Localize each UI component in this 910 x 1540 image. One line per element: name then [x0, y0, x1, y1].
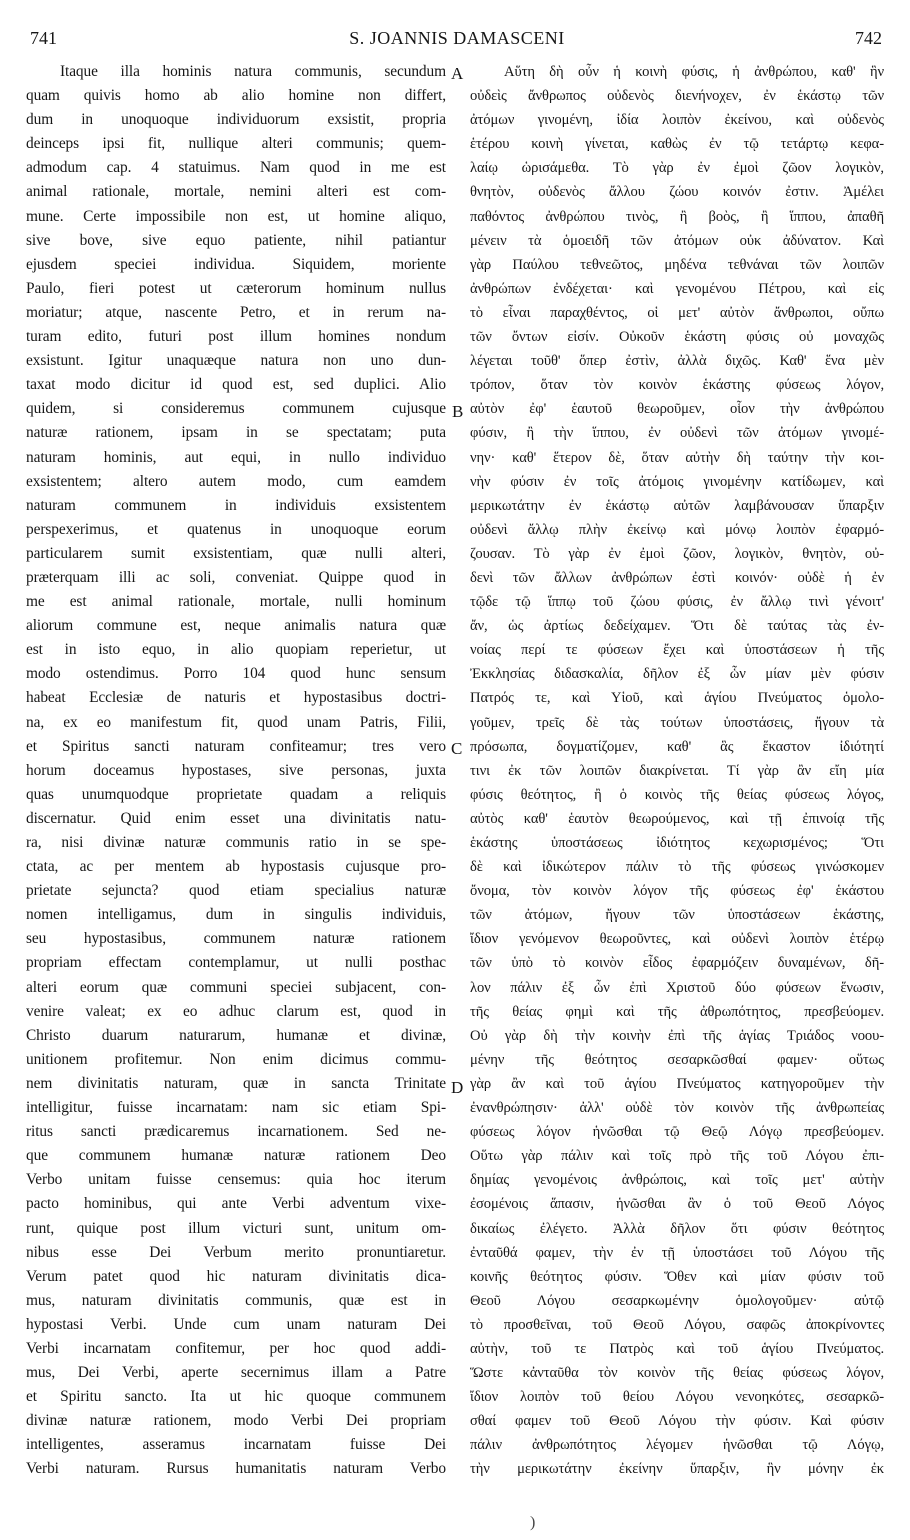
- latin-text-line: nem divinitatis naturam, quæ in sancta Trinitate: [26, 1074, 446, 1092]
- latin-text-line: exsistentem; altero autem modo, cum eamdem: [26, 472, 446, 490]
- greek-text-line: ζουσαν. Τὸ γὰρ ἐν ἐμοὶ ζῶον, λογικὸν, θνητὸν, οὐ-: [470, 545, 884, 562]
- latin-text-line: sive bove, sive equo patiente, nihil patiantur: [26, 231, 446, 249]
- greek-text-line: θνητὸν, οὐδενὸς ἄλλου ζώου κοινόν ἐστιν. Ἀμέλει: [470, 184, 884, 201]
- greek-text-line: ἐνανθρώπησιν· ἀλλ' οὐδὲ τὸν κοινὸν τῆς ἀνθρωπείας: [470, 1100, 884, 1117]
- greek-text-line: φύσις θεότητος, ἢ ὁ κοινὸς τῆς θείας φύσεως λόγος,: [470, 786, 884, 803]
- latin-text-line: na, ex eo manifestum fit, quod unam Patris, Filii,: [26, 713, 446, 731]
- bottom-mark: ): [530, 1514, 536, 1531]
- greek-text-line: αὐτὴν, τοῦ τε Πατρὸς καὶ τοῦ ἁγίου Πνεύματος.: [470, 1340, 884, 1357]
- latin-text-line: quidem, si consideremus communem cujusque: [26, 400, 446, 418]
- latin-text-line: discernatur. Quid enim esset una divinitatis natu-: [26, 809, 446, 827]
- latin-text-line: Christo duarum naturarum, humanæ et divinæ,: [26, 1026, 446, 1044]
- latin-text-line: ejusdem speciei individua. Siquidem, moriente: [26, 255, 446, 273]
- latin-text-line: intelligitur, fuisse incarnatam: nam sic etiam Spi-: [26, 1099, 446, 1117]
- latin-text-line: mus, naturam divinitatis communis, quæ est in: [26, 1291, 446, 1309]
- latin-text-line: me est animal rationale, mortale, nulli hominum: [26, 593, 446, 611]
- greek-text-line: γὰρ ἂν καὶ τοῦ ἁγίου Πνεύματος κατηγοροῦμεν τὴν: [470, 1075, 884, 1092]
- latin-text-line: hypostasi Verbi. Unde cum unam naturam Dei: [26, 1315, 446, 1333]
- latin-text-line: est in isto equo, in alio quopiam reperietur, ut: [26, 641, 446, 659]
- greek-text-line: τὸ προσθεῖναι, τοῦ Θεοῦ Λόγου, σαφῶς ἀποκρίνοντες: [470, 1316, 884, 1333]
- latin-text-line: et Spiritu sancto. Ita ut hic quoque communem: [26, 1388, 446, 1406]
- greek-text-line: ἐνταῦθά φαμεν, τὴν ἐν τῇ ὑποστάσει τοῦ Λόγου τῆς: [470, 1244, 884, 1261]
- latin-text-line: runt, quique post illum victuri sunt, unitum om-: [26, 1219, 446, 1237]
- greek-text-line: νοίας περί τε φύσεων ἔχει καὶ ὑποστάσεων ἡ τῆς: [470, 642, 884, 659]
- greek-text-line: ἀτόμων γινομένη, ἰδία λοιπὸν ἐκείνου, καὶ οὐδενὸς: [470, 112, 884, 129]
- greek-text-line: μένειν τὰ ὁμοειδῆ τῶν ἀτόμων οὐκ ἀδύνατον. Καὶ: [470, 232, 884, 249]
- latin-text-line: ra, nisi divinæ naturæ communis ratio in se spe-: [26, 834, 446, 851]
- latin-text-line: Itaque illa hominis natura communis, secundum: [60, 63, 446, 80]
- greek-text-line: τὸ εἶναι παραχθέντος, οἱ μετ' αὐτὸν ἄνθρωποι, οὔπω: [470, 304, 884, 321]
- section-marker-c: C: [451, 739, 463, 758]
- greek-text-line: κοινῆς θεότητος φύσιν. Ὅθεν καὶ μίαν φύσιν τοῦ: [470, 1268, 884, 1285]
- latin-text-line: turam edito, futuri post illum homines nondum: [26, 328, 446, 346]
- greek-text-line: ἄν, ὡς ἀρτίως δεδείχαμεν. Ὅτι δὲ ταύτας τὰς ἐν-: [470, 618, 884, 635]
- latin-text-line: admodum cap. 4 statuimus. Nam quod in me est: [26, 159, 446, 177]
- greek-text-line: ἑτέρου κοινὴ γίνεται, καθὼς ἐν τῷ τετάρτῳ κεφα-: [470, 136, 884, 153]
- latin-text-line: naturam hominis, aut equi, in nullo individuo: [26, 448, 446, 466]
- latin-text-line: modo ostendimus. Porro 104 quod hunc sensum: [26, 665, 446, 683]
- greek-text-line: οὐδεὶς ἄνθρωπος οὐδενὸς διενήνοχεν, ἐν ἑκάστῳ τῶν: [470, 88, 884, 105]
- latin-text-line: propriam effectam contemplamur, ut nulli posthac: [26, 954, 446, 972]
- latin-text-line: alteri eorum quæ communi speciei subjacent, con-: [26, 978, 446, 996]
- latin-column: [26, 60, 446, 1482]
- latin-text-line: particularem sumit exsistentiam, quæ nulli alteri,: [26, 544, 446, 562]
- latin-text-line: quam quivis homo ab alio homine non differt,: [26, 87, 446, 105]
- greek-text-line: αὐτὸς καθ' ἑαυτὸν θεωρούμενος, καὶ τῇ ἐπινοίᾳ τῆς: [470, 810, 884, 827]
- greek-text-line: τινι ἐκ τῶν λοιπῶν διακρίνεται. Τί γὰρ ἂν εἴη μία: [470, 762, 884, 779]
- greek-text-line: Πατρός τε, καὶ Υἱοῦ, καὶ ἁγίου Πνεύματος ὁμολο-: [470, 690, 884, 707]
- greek-text-line: γοῦμεν, τρεῖς δὲ τὰς τούτων ὑποστάσεις, ἤγουν τὰ: [470, 714, 884, 731]
- latin-text-line: ritus sancti prædicaremus incarnationem. Sed ne-: [26, 1123, 446, 1141]
- latin-text-line: Paulo, fieri potest ut cæterorum hominum nullus: [26, 279, 446, 297]
- greek-text-line: δὲ καὶ ἰδικώτερον πάλιν τὸ τῆς φύσεως γινώσκομεν: [470, 859, 884, 876]
- greek-text-line: Ὥστε κἀνταῦθα τὸν κοινὸν τῆς θείας φύσεως λόγον,: [470, 1365, 884, 1382]
- section-marker-b: B: [452, 402, 464, 421]
- greek-text-line: δημίας γενομένοις ἀνθρώποις, καὶ τοῖς μετ' αὐτὴν: [470, 1172, 884, 1189]
- latin-text-line: divinæ naturæ rationem, modo Verbi Dei propriam: [26, 1412, 446, 1430]
- latin-text-line: intelligentes, asseramus incarnatam fuisse Dei: [26, 1436, 446, 1454]
- section-marker-a: A: [451, 64, 464, 83]
- latin-text-line: seu hypostasibus, communem naturæ rationem: [26, 930, 446, 948]
- greek-text-line: ἑκάστης ὑποστάσεως ἰδιότητος κεχωρισμένος; Ὅτι: [470, 835, 884, 851]
- latin-text-line: taxat modo dicitur id quod est, sed duplici. Alio: [26, 376, 446, 394]
- right-page-number: 742: [855, 28, 882, 48]
- greek-text-line: ἐσομένοις ἅπασιν, ἡνῶσθαι ἂν ὁ τοῦ Θεοῦ Λόγος: [470, 1196, 884, 1213]
- greek-text-line: τῶν ὄντων εἰσίν. Οὐκοῦν ἑκάστη φύσις οὐ μοναχῶς: [470, 329, 884, 346]
- latin-text-line: præterquam illi ac soli, conveniat. Quippe quod in: [26, 568, 446, 586]
- greek-text-line: λέγεται τοῦθ' ὅπερ ἐστὶν, ἀλλὰ διχῶς. Καθ' ἕνα μὲν: [470, 353, 884, 370]
- greek-text-line: Ἐκκλησίας διδασκαλία, δῆλον ἐξ ὧν μίαν μὲν φύσιν: [470, 666, 884, 683]
- latin-text-line: que communem humanæ naturæ rationem Deo: [26, 1147, 446, 1165]
- greek-text-line: νην· καθ' ἕτερον δὲ, ὅταν αὐτὴν δὴ ταύτην τὴν κοι-: [470, 449, 884, 466]
- latin-text-line: nibus esse Dei Verbum merito pronuntiaretur.: [26, 1243, 446, 1261]
- greek-text-line: φύσιν, ἢ τὴν ἵππου, ἐν οὐδενὶ τῶν ἀτόμων γινομέ-: [470, 425, 884, 442]
- greek-text-line: τῆς θείας φημὶ καὶ τῆς ἀθρωπότητος, πρεσβεύομεν.: [470, 1003, 884, 1020]
- greek-text-line: αὐτὸν ἐφ' ἑαυτοῦ θεωροῦμεν, οἷον τὴν ἀνθρώπου: [470, 401, 884, 418]
- greek-text-line: ἴδιον λοιπὸν τοῦ θείου Λόγου νενοηκότες, σεσαρκῶ-: [470, 1389, 884, 1406]
- greek-text-line: τρόπον, ὅταν τὸν κοινὸν ἑκάστης φύσεως λόγον,: [470, 377, 884, 394]
- latin-text-line: prietate sejuncta? quod etiam specialius naturæ: [26, 882, 446, 900]
- latin-text-line: horum doceamus hypostases, sive personas, juxta: [26, 761, 446, 779]
- greek-text-line: λαίῳ ὡρισάμεθα. Τὸ γὰρ ἐν ἐμοὶ ζῶον λογικὸν,: [470, 160, 884, 177]
- left-page-number: 741: [30, 28, 57, 48]
- greek-text-line: μένην τῆς θεότητος σεσαρκῶσθαί φαμεν· οὕτως: [470, 1051, 884, 1068]
- greek-text-line: Θεοῦ Λόγου σεσαρκωμένην ὁμολογοῦμεν· αὐτῷ: [470, 1292, 884, 1309]
- latin-text-line: venire valeat; ex eo adhuc clarum est, quod in: [26, 1002, 446, 1020]
- greek-text-line: τῷδε τῷ ἵππῳ τοῦ ζώου φύσις, ἐν ἄλλῳ τινὶ γένοιτ': [470, 594, 884, 611]
- greek-text-line: ὄνομα, τὸν κοινὸν λόγον τῆς φύσεως ἐφ' ἑκάστου: [470, 883, 884, 900]
- greek-text-line: πάλιν ἀνθρωπότητος λέγομεν ἡνῶσθαι τῷ Λόγῳ,: [470, 1437, 884, 1454]
- latin-text-line: quas unumquodque proprietate quadam a reliquis: [26, 785, 446, 803]
- latin-text-line: dum in unoquoque individuorum exsistit, propria: [26, 111, 446, 129]
- greek-text-line: παθόντος ἀνθρώπου τινὸς, ἢ βοὸς, ἢ ἵππου, ἀπαθῆ: [470, 208, 884, 225]
- latin-text-line: moriatur; atque, nascente Petro, et in rerum na-: [26, 303, 446, 321]
- latin-text-line: animal rationale, mortale, nemini alteri est com-: [26, 183, 446, 201]
- greek-column: [470, 60, 884, 1482]
- greek-text-line: δικαίως ἐλέγετο. Ἀλλὰ δῆλον ὅτι φύσιν θεότητος: [470, 1220, 884, 1237]
- greek-text-line: Αὕτη δὴ οὖν ἡ κοινὴ φύσις, ἡ ἀνθρώπου, καθ' ἣν: [504, 64, 884, 80]
- greek-text-line: δενὶ τῶν ἄλλων ἀνθρώπων ἐστὶ κοινόν· οὐδὲ ἡ ἐν: [470, 569, 884, 586]
- latin-text-line: habeat Ecclesiæ de naturis et hypostasibus doctri-: [26, 689, 446, 707]
- greek-text-line: νὴν φύσιν ἐν τοῖς ἀτόμοις γινομένην κατίδωμεν, καὶ: [470, 473, 884, 490]
- greek-text-line: Οὐ γὰρ δὴ τὴν κοινὴν ἐπὶ τῆς ἁγίας Τριάδος νοου-: [470, 1027, 884, 1044]
- latin-text-line: Verum patet quod hic naturam divinitatis dica-: [26, 1267, 446, 1285]
- latin-text-line: Verbo unitam fuisse censemus: quia hoc iterum: [26, 1171, 446, 1189]
- greek-text-line: σθαί φαμεν τοῦ Θεοῦ Λόγου τὴν φύσιν. Καὶ φύσιν: [470, 1413, 884, 1430]
- latin-text-line: naturæ rationem, ipsam in se spectatam; puta: [26, 424, 446, 442]
- greek-text-line: γὰρ Παύλου τεθνεῶτος, μηδένα τεθνάναι τῶν λοιπῶν: [470, 256, 884, 273]
- greek-text-line: Οὕτω γὰρ πάλιν καὶ τοῖς πρὸ τῆς τοῦ Λόγου ἐπι-: [470, 1148, 884, 1165]
- greek-text-line: τῶν ὑπὸ τὸ κοινὸν εἶδος ἐφαρμόζειν δυναμένων, δῆ-: [470, 955, 884, 972]
- latin-text-line: aliorum commune est, neque animalis natura quæ: [26, 617, 446, 635]
- latin-text-line: Verbi incarnatam confitemur, per hoc quod addi-: [26, 1339, 446, 1357]
- page-header: [26, 28, 888, 52]
- latin-text-line: nomen intelligamus, dum in singulis individuis,: [26, 906, 446, 924]
- latin-text-line: et Spiritus sancti naturam confiteamur; tres vero: [26, 737, 446, 755]
- latin-text-line: unitionem profitemur. Non enim dicimus commu-: [26, 1050, 446, 1068]
- latin-text-line: mus, Dei Verbi, aperte secernimus illam a Patre: [26, 1364, 446, 1382]
- latin-text-line: Verbi naturam. Rursus humanitatis naturam Verbo: [26, 1460, 446, 1478]
- latin-text-line: pacto hominibus, qui ante Verbi adventum vixe-: [26, 1195, 446, 1213]
- latin-text-line: perspexerimus, et quatenus in unoquoque eorum: [26, 520, 446, 538]
- greek-text-line: μερικωτάτην ἐν ἑκάστῳ αὐτῶν λαμβάνουσαν ὕπαρξιν: [470, 497, 884, 514]
- latin-text-line: naturam communem in individuis exsistentem: [26, 496, 446, 514]
- greek-text-line: τὴν μερικωτάτην ἐκείνην ὕπαρξιν, ἣν μόνην ἐκ: [470, 1461, 884, 1478]
- greek-text-line: οὐδενὶ ἄλλῳ πλὴν ἐκείνῳ καὶ μόνῳ λοιπὸν ἐφαρμό-: [470, 521, 884, 538]
- latin-text-line: ctata, ac per mentem ab hypostasis cujusque pro-: [26, 858, 446, 876]
- latin-text-line: mune. Certe impossibile non est, ut homine aliquo,: [26, 207, 446, 225]
- latin-text-line: deinceps ipsi fit, nullique alteri communis; quem-: [26, 135, 446, 153]
- greek-text-line: ἴδιον γενόμενον θεωροῦντες, καὶ οὐδενὶ λοιπὸν ἑτέρῳ: [470, 931, 884, 948]
- latin-text-line: exsistunt. Igitur unaquæque natura non uno dun-: [26, 352, 446, 370]
- section-marker-d: D: [451, 1078, 464, 1097]
- greek-text-line: τῶν ἀτόμων, ἤγουν τῶν ὑποστάσεων ἑκάστης,: [470, 907, 884, 924]
- greek-text-line: ἀνθρώπων ἐνδέχεται· καὶ γενομένου Πέτρου, καὶ εἰς: [470, 280, 884, 297]
- greek-text-line: λον πάλιν ἐξ ὧν ἐπὶ Χριστοῦ δύο φύσεων ἕνωσιν,: [470, 979, 884, 996]
- running-title: S. JOANNIS DAMASCENI: [349, 28, 565, 48]
- greek-text-line: πρόσωπα, δογματίζομεν, καθ' ἃς ἕκαστον ἰδιότητί: [470, 738, 884, 755]
- greek-text-line: φύσεως λόγον ἡνῶσθαι τῷ Θεῷ Λόγῳ πρεσβεύομεν.: [470, 1124, 884, 1141]
